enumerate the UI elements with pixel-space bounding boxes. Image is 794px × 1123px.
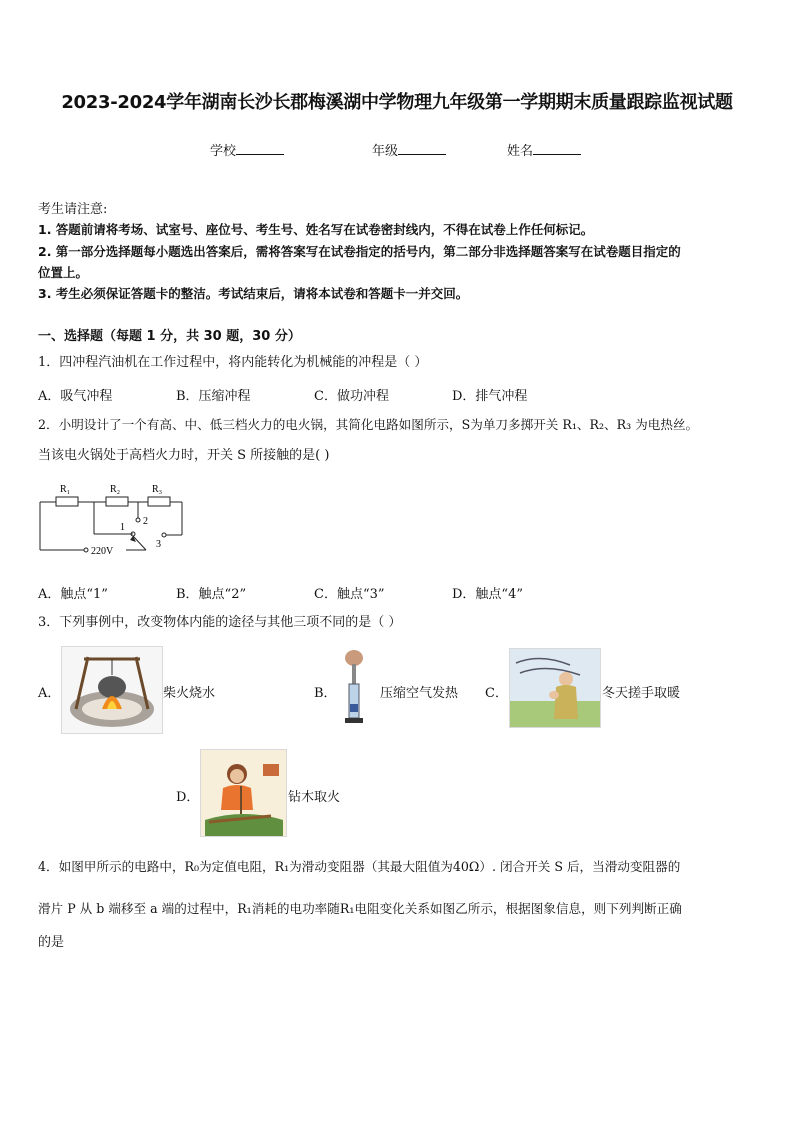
q3-option-d-caption: 钻木取火: [288, 790, 341, 805]
notice-item-3: 3. 考生必须保证答题卡的整洁。考试结束后，请将本试卷和答题卡一并交回。: [38, 286, 469, 301]
question-2-stem: 2．小明设计了一个有高、中、低三档火力的电火锅，其简化电路如图所示，S为单刀多掷开关 R₁、R₂、R₃ 为电热丝。: [38, 417, 699, 432]
q3-option-a-caption: 柴火烧水: [163, 686, 216, 701]
contact-1: 1: [120, 522, 125, 533]
label-r3: R₃: [152, 484, 163, 495]
name-label: 姓名: [507, 144, 534, 159]
question-4-line-1: 4．如图甲所示的电路中，R₀为定值电阻，R₁为滑动变阻器（其最大阻值为40Ω）. 闭合开关 S 后，当滑动变阻器的: [38, 859, 681, 874]
q1-option-b[interactable]: B．压缩冲程: [176, 389, 251, 404]
drilling-wood-image: [200, 749, 287, 837]
school-field: [210, 140, 284, 159]
contact-3: 3: [156, 539, 161, 550]
circuit-diagram: [36, 478, 196, 558]
label-r1: R₁: [60, 484, 71, 495]
q1-option-d[interactable]: D．排气冲程: [452, 389, 528, 404]
switch-arrow-icon: [130, 536, 136, 542]
q3-option-a-letter[interactable]: A．: [38, 686, 61, 701]
q2-option-d[interactable]: D．触点“4”: [452, 587, 523, 602]
question-3-stem: 3．下列事例中，改变物体内能的途径与其他三项不同的是（ ）: [38, 615, 402, 630]
q3-option-c-letter[interactable]: C．: [485, 686, 508, 701]
q1-option-a[interactable]: A．吸气冲程: [38, 389, 113, 404]
q1-option-c[interactable]: C．做功冲程: [314, 389, 389, 404]
campfire-kettle-image: [61, 646, 163, 734]
q2-option-c[interactable]: C．触点“3”: [314, 587, 385, 602]
notice-heading: 考生请注意:: [38, 202, 108, 217]
q3-option-b-letter[interactable]: B．: [314, 686, 337, 701]
contact-2: 2: [143, 516, 148, 527]
name-field: [507, 140, 581, 159]
notice-item-2-cont: 位置上。: [38, 265, 89, 280]
grade-field: [372, 140, 446, 159]
rubbing-hands-image: [509, 648, 601, 728]
school-blank[interactable]: [236, 142, 284, 155]
grade-blank[interactable]: [398, 142, 446, 155]
q3-option-b-caption: 压缩空气发热: [380, 686, 459, 701]
question-4-line-2: 滑片 P 从 b 端移至 a 端的过程中，R₁消耗的电功率随R₁电阻变化关系如图乙所示，根据图象信息，则下列判断正确: [38, 901, 682, 916]
page-title: 2023-2024学年湖南长沙长郡梅溪湖中学物理九年级第一学期期末质量跟踪监视试题: [61, 92, 733, 113]
grade-label: 年级: [372, 144, 399, 159]
label-r2: R₂: [110, 484, 121, 495]
name-blank[interactable]: [533, 142, 581, 155]
question-1-stem: 1．四冲程汽油机在工作过程中，将内能转化为机械能的冲程是（ ）: [38, 355, 428, 370]
school-label: 学校: [210, 144, 237, 159]
air-pump-image: [338, 648, 374, 734]
notice-item-2: 2. 第一部分选择题每小题选出答案后，需将答案写在试卷指定的括号内，第二部分非选择题答案写在试卷题目指定的: [38, 244, 681, 259]
notice-item-1: 1. 答题前请将考场、试室号、座位号、考生号、姓名写在试卷密封线内，不得在试卷上作任何标记。: [38, 222, 594, 237]
q3-option-c-caption: 冬天搓手取暖: [602, 686, 681, 701]
q3-option-d-letter[interactable]: D．: [176, 790, 200, 805]
question-4-line-3: 的是: [38, 935, 65, 950]
q2-option-a[interactable]: A．触点“1”: [38, 587, 108, 602]
section-heading: 一、选择题（每题 1 分，共 30 题，30 分）: [38, 329, 301, 344]
q2-option-b[interactable]: B．触点“2”: [176, 587, 247, 602]
question-2-stem-cont: 当该电火锅处于高档火力时，开关 S 所接触的是( ): [38, 448, 330, 463]
voltage-label: 220V: [91, 546, 114, 557]
